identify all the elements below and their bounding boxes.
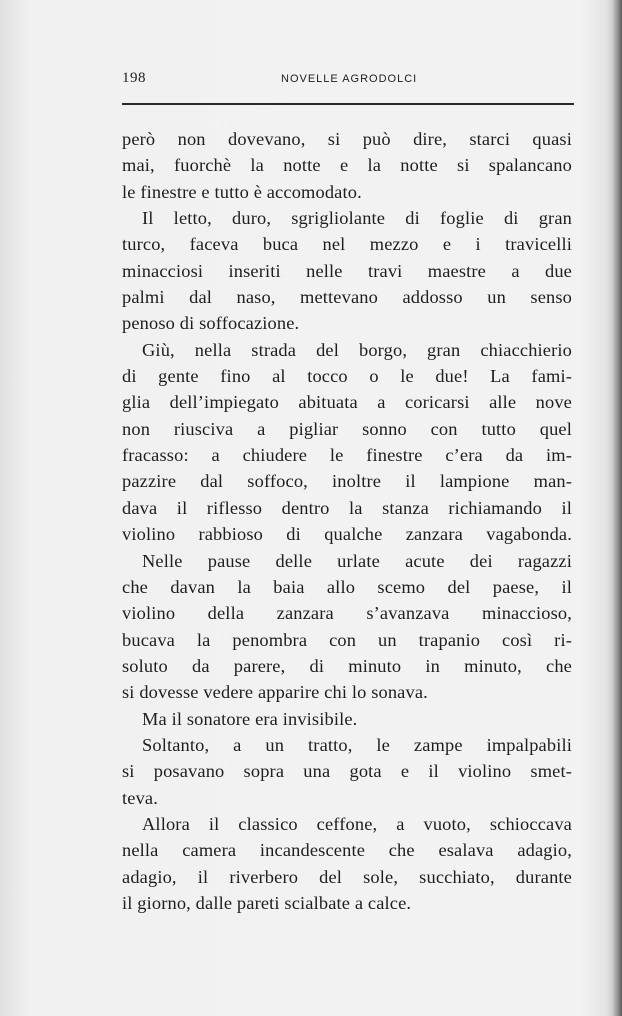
page-header xyxy=(122,70,572,90)
text-line: violino della zanzara s’avanzava minaccioso, xyxy=(122,603,572,624)
paragraph-3 xyxy=(122,337,572,548)
paragraph-7 xyxy=(122,811,572,916)
text-line: Giù, nella strada del borgo, gran chiacchierio xyxy=(142,339,572,360)
text-line: glia dell’impiegato abituata a coricarsi alle nove xyxy=(122,392,572,413)
paragraph-1 xyxy=(122,126,572,205)
text-line: palmi dal naso, mettevano addosso un senso xyxy=(122,287,572,308)
text-line: di gente fino al tocco o le due! La fami- xyxy=(122,366,572,387)
text-line: penoso di soffocazione. xyxy=(122,313,300,334)
header-rule xyxy=(122,103,574,105)
text-line: soluto da parere, di minuto in minuto, che xyxy=(122,655,572,676)
text-line: minacciosi inseriti nelle travi maestre a due xyxy=(122,260,572,281)
paragraph-4 xyxy=(122,548,572,706)
text-line: Il letto, duro, sgrigliolante di foglie di gran xyxy=(142,208,572,229)
text-line: le finestre e tutto è accomodato. xyxy=(122,181,362,202)
text-line: teva. xyxy=(122,787,158,808)
text-line: turco, faceva buca nel mezzo e i travicelli xyxy=(122,234,572,255)
text-line: che davan la baia allo scemo del paese, il xyxy=(122,576,572,597)
text-line: Nelle pause delle urlate acute dei ragazzi xyxy=(142,550,572,571)
text-line: Soltanto, a un tratto, le zampe impalpabili xyxy=(142,734,572,755)
text-line: bucava la penombra con un trapanio così ri- xyxy=(122,629,572,650)
text-line: adagio, il riverbero del sole, succhiato, durante xyxy=(122,866,572,887)
text-line: dava il riflesso dentro la stanza richiamando il xyxy=(122,497,572,518)
text-line: si posavano sopra una gota e il violino smet- xyxy=(122,761,572,782)
text-line: si dovesse vedere apparire chi lo sonava. xyxy=(122,682,428,703)
text-line: fracasso: a chiudere le finestre c’era da im- xyxy=(122,445,572,466)
text-line: Allora il classico ceffone, a vuoto, schioccava xyxy=(142,813,572,834)
body-text xyxy=(122,126,572,916)
text-line: non riusciva a pigliar sonno con tutto quel xyxy=(122,418,572,439)
running-title: NOVELLE AGRODOLCI xyxy=(281,73,418,85)
paragraph-2 xyxy=(122,205,572,337)
text-line: mai, fuorchè la notte e la notte si spalancano xyxy=(122,155,572,176)
text-line: il giorno, dalle pareti scialbate a calce. xyxy=(122,892,412,913)
text-line: nella camera incandescente che esalava adagio, xyxy=(122,840,572,861)
page-number: 198 xyxy=(122,70,146,86)
paragraph-6 xyxy=(122,732,572,811)
text-line: violino rabbioso di qualche zanzara vagabonda. xyxy=(122,524,572,545)
text-line: pazzire dal soffoco, inoltre il lampione man- xyxy=(122,471,572,492)
paragraph-5 xyxy=(122,706,572,732)
text-line: però non dovevano, si può dire, starci quasi xyxy=(122,129,572,149)
text-line: Ma il sonatore era invisibile. xyxy=(142,708,358,729)
